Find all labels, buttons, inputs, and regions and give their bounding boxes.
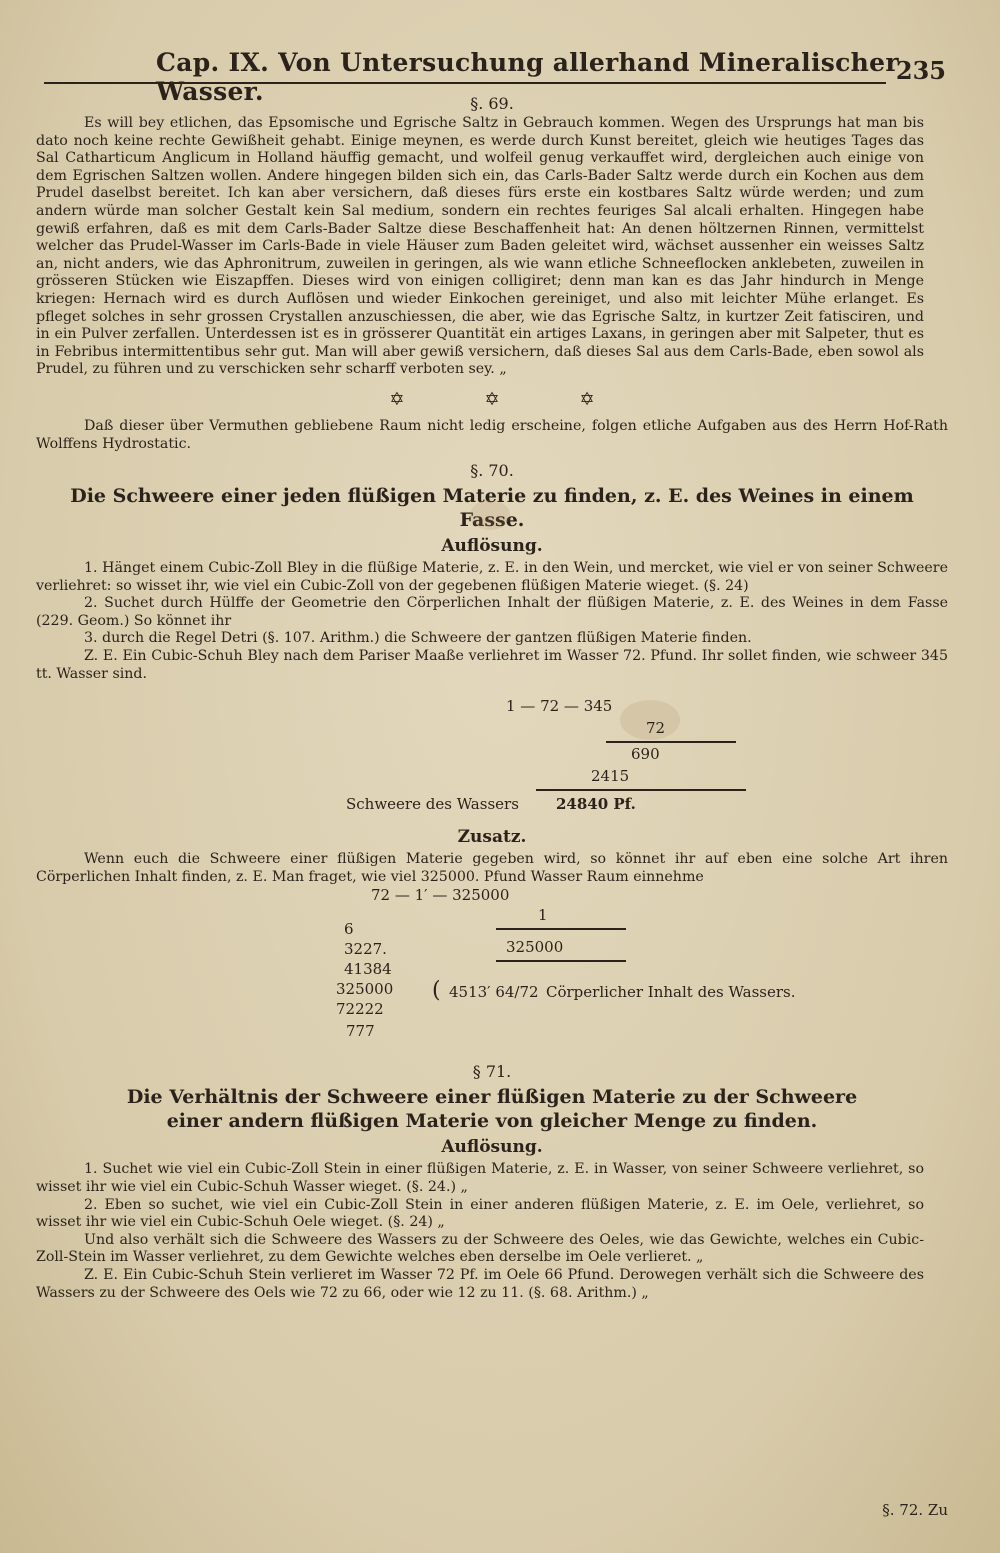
calc-row-4: 2415 (591, 767, 630, 786)
section-69-label: §. 69. (470, 94, 514, 113)
calc-rule (606, 741, 736, 743)
section-70-step-1: 1. Hänget einem Cubic-Zoll Bley in die flüßige Materie, z. E. in den Wein, und mercket, wie viel er von seiner Schweere verliehret: so wisset ihr, wie viel ein Cubic-Zoll von der gegebenen flüßigen Materie wieget. (§. 24) (36, 560, 948, 594)
calc2-row-1: 72 — 1′ — 325000 (371, 886, 510, 905)
star-icon: ✡ (579, 388, 595, 410)
division-calculation (36, 886, 948, 1056)
section-70-step-3: 3. durch die Regel Detri (§. 107. Arithm.) die Schweere der gantzen flüßigen Materie finden. (84, 630, 752, 647)
zusatz-text: Wenn euch die Schweere einer flüßigen Materie gegeben wird, so könnet ihr auf eben eine solche Art ihren Cörperlichen Inhalt finden, z. E. Man fraget, wie viel 325000. Pfund Wasser Raum einnehme (36, 851, 948, 885)
page-number: 235 (895, 56, 946, 85)
calc-rule (536, 789, 746, 791)
section-70-example: Z. E. Ein Cubic-Schuh Bley nach dem Pariser Maaße verliehret im Wasser 72. Pfund. Ihr sollet finden, wie schweer 345 tt. Wasser sind. (36, 648, 948, 682)
calc2-rule (496, 928, 626, 930)
section-71-example: Z. E. Ein Cubic-Schuh Stein verlieret im Wasser 72 Pf. im Oele 66 Pfund. Derowegen verhält sich die Schweere des Wassers zu der Schweere des Oels wie 72 zu 66, oder wie 12 zu 11. (§. 68. Arithm.) „ (36, 1267, 924, 1301)
section-70-solution-label: Auflösung. (441, 536, 543, 557)
division-line: 72222 (336, 1000, 384, 1019)
section-71-solution-label: Auflösung. (441, 1137, 543, 1158)
calc-row-2: 72 (646, 719, 666, 738)
catchword: §. 72. Zu (882, 1501, 948, 1519)
bracket-glyph: ( (432, 978, 441, 1004)
section-71-label: § 71. (472, 1062, 512, 1082)
calc-result: 24840 Pf. (556, 795, 636, 814)
division-line: 325000 (336, 980, 394, 999)
division-line: 3227. (344, 940, 387, 959)
division-quotient: 4513′ 64/72 (449, 983, 539, 1002)
section-71-step-3: Und also verhält sich die Schweere des Wassers zu der Schweere des Oeles, wie das Gewichte, welches ein Cubic-Zoll-Stein im Wasser verliehret, zu dem Gewichte welches eben derselbe im Oele verlieret. „ (36, 1231, 924, 1266)
multiplication-calculation (36, 683, 948, 825)
section-71-heading: Die Verhältnis der Schweere einer flüßigen Materie zu der Schweere einer andern flüßigen Materie von gleicher Menge zu finden. (126, 1086, 858, 1133)
calc2-row-2: 1 (538, 906, 548, 925)
chapter-title: Cap. IX. Von Untersuchung allerhand Mineralischer Wasser. (156, 48, 899, 106)
header-rule (44, 82, 886, 84)
calc2-row-3: 325000 (506, 938, 564, 957)
section-71-step-2: 2. Eben so suchet, wie viel ein Cubic-Zoll Stein in einer anderen flüßigen Materie, z. E. im Oele, verliehret, so wisset ihr wie viel ein Cubic-Schuh Oele wieget. (§. 24) „ (36, 1196, 924, 1231)
calc-result-label: Schweere des Wassers (346, 795, 519, 814)
paper-stain (470, 500, 510, 530)
intro-paragraph: Daß dieser über Vermuthen gebliebene Raum nicht ledig erscheine, folgen etliche Aufgaben aus des Herrn Hof-Rath Wolffens Hydrostatic. (36, 417, 948, 452)
division-line: 41384 (344, 960, 392, 979)
section-71-step-1: 1. Suchet wie viel ein Cubic-Zoll Stein in einer flüßigen Materie, z. E. in Wasser, von seiner Schweere verliehret, so wisset ihr wie viel ein Cubic-Schuh Wasser wieget. (§. 24.) „ (36, 1161, 924, 1196)
calc-row-3: 690 (631, 745, 660, 764)
section-70-heading: Die Schweere einer jeden flüßigen Materie zu finden, z. E. des Weines in einem Fasse. (70, 485, 914, 532)
star-icon: ✡ (389, 388, 405, 410)
division-line: 6 (344, 920, 354, 939)
section-70-label: §. 70. (470, 461, 514, 481)
division-result-label: Cörperlicher Inhalt des Wassers. (546, 983, 796, 1002)
section-69-text: Es will bey etlichen, das Epsomische und Egrische Saltz in Gebrauch kommen. Wegen des Ursprungs hat man bis dato noch keine rechte Gewißheit gehabt. Einige meynen, es werde durch Kunst bereitet, gleich wie heutiges Tages das Sal Catharticum Anglicum in Holland häuffig gemacht, und wolfeil genug verkauffet wird, dergleichen auch einige von dem Egrischen Saltzen wollen. Andere hingegen bilden sich ein, das Carls-Bader Saltz werde durch ein Kochen aus dem Prudel daselbst bereitet. Ich kan aber versichern, daß dieses fürs erste ein kostbares Saltz würde werden; und zum andern würde man solcher Gestalt kein Sal medium, sondern ein rechtes feuriges Sal alcali erhalten. Hingegen habe gewiß erfahren, daß es mit dem Carls-Bader Saltze diese Beschaffenheit hat: An denen höltzernen Rinnen, vermittelst welcher das Prudel-Wasser im Carls-Bade in viele Häuser zum Baden geleitet wird, wächset aussenher ein weisses Saltz an, nicht anders, wie das Aphronitrum, zuweilen in geringen, als wie wann etliche Schneeflocken anklebeten, zuweilen in grösseren Stücken wie Eiszapffen. Dieses wird von einigen colligiret; denn man kan es das Jahr hindurch in Menge kriegen: Hernach wird es durch Auflösen und wieder Einkochen gereiniget, und also mit leichter Mühe erlanget. Es pfleget solches in sehr grossen Crystallen anzuschiessen, die aber, wie das Egrische Saltz, in kurtzer Zeit fatisciren, und in ein Pulver zerfallen. Unterdessen ist es in grösserer Quantität ein artiges Laxans, in geringen aber mit Salpeter, thut es in Febribus intermittentibus sehr gut. Man will aber gewiß versichern, daß dieses Sal aus dem Carls-Bade, eben sowol als Prudel, zu führen und zu verschicken sehr scharff verboten sey. „ (36, 115, 924, 378)
star-ornaments (36, 389, 948, 410)
star-icon: ✡ (484, 388, 500, 410)
section-70-step-2: 2. Suchet durch Hülffe der Geometrie den Cörperlichen Inhalt der flüßigen Materie, z. E. des Weines in dem Fasse (229. Geom.) So könnet ihr (36, 595, 948, 629)
division-line: 777 (346, 1022, 375, 1041)
calc2-rule (496, 960, 626, 962)
zusatz-label: Zusatz. (457, 827, 527, 848)
calc-row-1: 1 — 72 — 345 (506, 697, 613, 716)
